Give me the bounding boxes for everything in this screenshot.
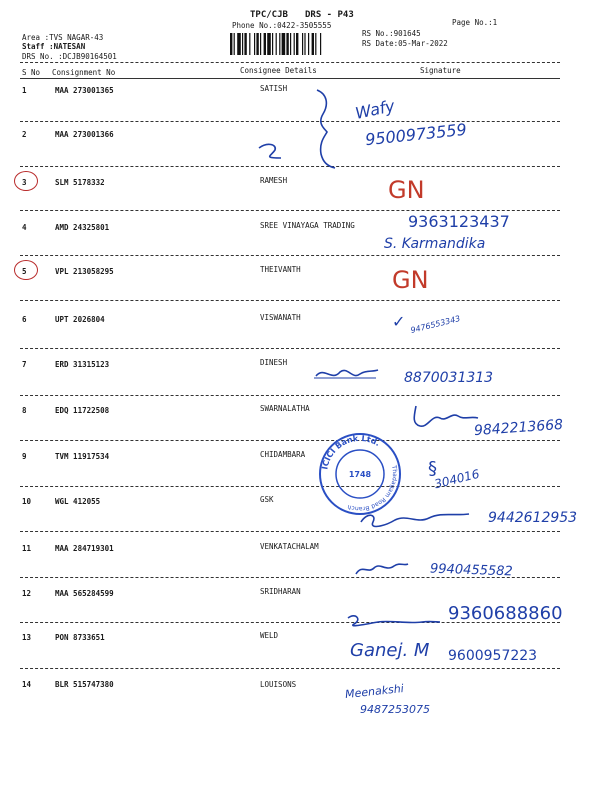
row-consignment: VPL 213058295 [55, 267, 114, 276]
row-divider [20, 668, 560, 669]
row-sno: 14 [22, 680, 32, 689]
handwritten-signature-scribble [352, 558, 412, 580]
row-consignment: EDQ 11722508 [55, 406, 110, 415]
phone-number: Phone No.:0422-3505555 [232, 21, 332, 30]
row-consignee: SREE VINAYAGA TRADING [260, 221, 355, 230]
col-sno: S No [22, 68, 41, 77]
handwritten-phone: 9360688860 [448, 603, 563, 624]
row-consignee: VENKATACHALAM [260, 542, 319, 551]
row-sno: 8 [22, 406, 27, 415]
header-divider-top [20, 62, 560, 63]
row-divider [20, 300, 560, 301]
row-divider [20, 395, 560, 396]
row-consignee: LOUISONS [260, 680, 297, 689]
svg-text:ICICI Bank Ltd.: ICICI Bank Ltd. [320, 433, 382, 471]
row-sno: 4 [22, 223, 27, 232]
col-consignee: Consignee Details [240, 66, 317, 75]
svg-text:1748: 1748 [348, 470, 372, 479]
rs-number: RS No.:901645 [362, 29, 421, 38]
row-sno: 2 [22, 130, 27, 139]
row-consignment: WGL 412055 [55, 497, 101, 506]
bank-stamp [318, 432, 402, 516]
handwritten-signature-scribble [406, 402, 482, 432]
handwritten-phone: 9363123437 [408, 212, 510, 231]
row-consignee: DINESH [260, 358, 288, 367]
row-divider [20, 348, 560, 349]
handwritten-phone: 8870031313 [404, 370, 494, 386]
row-consignee: WELD [260, 631, 279, 640]
row-divider [20, 210, 560, 211]
handwritten-phone: 9487253075 [360, 703, 430, 716]
row-consignment: AMD 24325801 [55, 223, 110, 232]
handwritten-phone: 9600957223 [448, 648, 538, 664]
row-sno: 7 [22, 360, 27, 369]
row-sno: 1 [22, 86, 27, 95]
row-divider [20, 255, 560, 256]
handwritten-phone: 9842213668 [473, 416, 564, 440]
rs-date: RS Date:05-Mar-2022 [362, 39, 448, 48]
row-sno: 5 [22, 267, 27, 276]
handwritten-signature: Ganej. M [350, 640, 430, 661]
row-consignee: THEIVANTH [260, 265, 301, 274]
handwritten-initials: ✓ [392, 312, 406, 331]
row-consignment: MAA 284719301 [55, 544, 114, 553]
handwritten-mark: GN [388, 176, 425, 204]
row-consignment: MAA 565284599 [55, 589, 114, 598]
drs-number: DRS No. :DCJB90164501 [22, 52, 117, 61]
row-sno: 12 [22, 589, 32, 598]
handwritten-phone: 9442612953 [488, 510, 578, 526]
page-number: Page No.:1 [452, 18, 498, 27]
handwritten-mark: GN [392, 266, 429, 294]
barcode-image [230, 33, 352, 55]
row-consignee: VISWANATH [260, 313, 301, 322]
handwritten-phone: 9500973559 [364, 119, 468, 150]
handwritten-signature: Meenakshi [344, 681, 405, 702]
row-consignee: SRIDHARAN [260, 587, 301, 596]
row-consignment: SLM 5178332 [55, 178, 105, 187]
row-consignee: SATISH [260, 84, 288, 93]
col-consignment: Consignment No [52, 68, 116, 77]
handwritten-phone: 9940455582 [429, 561, 513, 580]
row-sno: 9 [22, 452, 27, 461]
row-consignment: TVM 11917534 [55, 452, 110, 461]
row-sno: 6 [22, 315, 27, 324]
handwritten-signature-scribble [342, 610, 442, 632]
bracket-mark [255, 84, 345, 172]
row-consignee: GSK [260, 495, 274, 504]
row-consignment: MAA 273001365 [55, 86, 114, 95]
area-label: Area :TVS NAGAR-43 [22, 33, 104, 42]
row-sno: 11 [22, 544, 32, 553]
svg-text:Thadagam Road Branch: Thadagam Road Branch [346, 464, 399, 513]
row-consignee: CHIDAMBARA [260, 450, 306, 459]
row-sno: 13 [22, 633, 32, 642]
row-consignment: MAA 273001366 [55, 130, 114, 139]
row-divider [20, 486, 560, 487]
row-sno: 10 [22, 497, 32, 506]
staff-label: Staff :NATESAN [22, 42, 86, 51]
row-consignment: UPT 2026804 [55, 315, 105, 324]
row-consignment: BLR 515747380 [55, 680, 114, 689]
handwritten-phone: 9476553343 [409, 313, 462, 336]
handwritten-signature-scribble [312, 364, 382, 386]
row-divider [20, 440, 560, 441]
row-sno: 3 [22, 178, 27, 187]
handwritten-phone: 304016 [432, 466, 481, 492]
drs-label: DRS - P43 [305, 10, 354, 20]
row-consignment: ERD 31315123 [55, 360, 110, 369]
handwritten-mark: § [428, 458, 437, 479]
red-circle-mark [14, 260, 38, 280]
handwritten-signature: Wafy [353, 96, 397, 123]
doc-title: TPC/CJB [250, 10, 288, 20]
col-signature: Signature [420, 66, 461, 75]
red-circle-mark [14, 171, 38, 191]
handwritten-signature: S. Karmandika [384, 236, 486, 252]
row-consignee: RAMESH [260, 176, 288, 185]
row-consignee: SWARNALATHA [260, 404, 310, 413]
row-consignment: PON 8733651 [55, 633, 105, 642]
row-divider [20, 531, 560, 532]
header-divider-bottom [20, 78, 560, 79]
